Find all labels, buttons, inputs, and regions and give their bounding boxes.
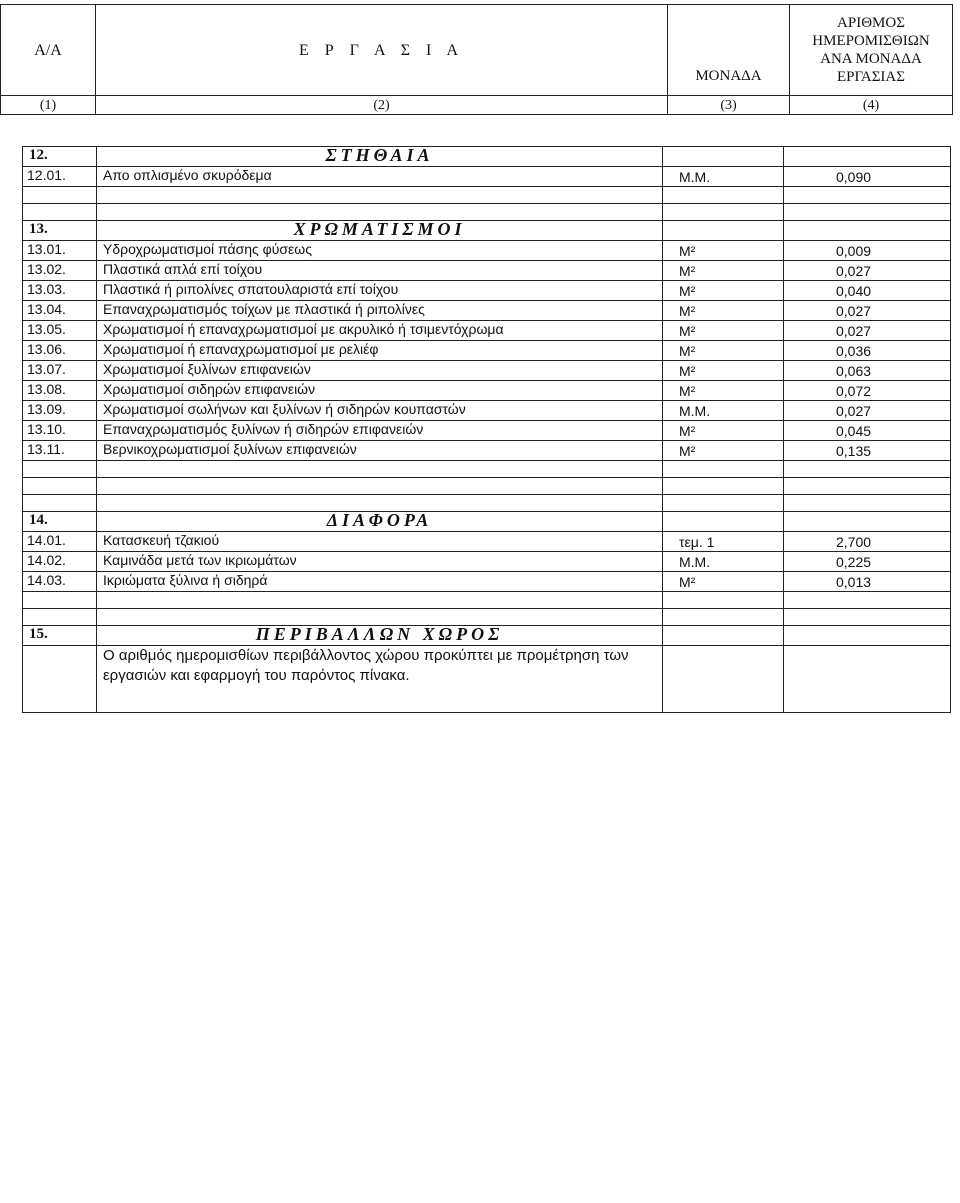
task-value: 0,040 — [784, 281, 951, 301]
task-value: 0,013 — [784, 572, 951, 592]
empty-cell — [23, 461, 97, 478]
empty-cell — [784, 609, 951, 626]
section-header-row — [23, 512, 951, 532]
task-row — [23, 361, 951, 381]
empty-cell — [663, 592, 784, 609]
empty-cell — [97, 478, 663, 495]
task-description: Απο οπλισμένο σκυρόδεμα — [97, 167, 663, 187]
task-value: 0,027 — [784, 321, 951, 341]
task-row — [23, 421, 951, 441]
task-unit: Μ.Μ. — [663, 552, 784, 572]
task-value: 0,135 — [784, 441, 951, 461]
task-row — [23, 341, 951, 361]
empty-cell — [784, 495, 951, 512]
section-title: ΧΡΩΜΑΤΙΣΜΟΙ — [97, 221, 663, 241]
empty-cell — [23, 495, 97, 512]
empty-cell — [97, 592, 663, 609]
empty-cell — [23, 592, 97, 609]
task-code: 14.02. — [23, 552, 97, 572]
section-unit-empty — [663, 147, 784, 167]
section-unit-empty — [663, 512, 784, 532]
empty-cell — [97, 204, 663, 221]
task-description: Χρωματισμοί ή επαναχρωματισμοί με ρελιέφ — [97, 341, 663, 361]
task-description: Καμινάδα μετά των ικριωμάτων — [97, 552, 663, 572]
section-value-empty — [784, 147, 951, 167]
task-value: 0,072 — [784, 381, 951, 401]
section-number: 14. — [23, 512, 97, 532]
task-code: 14.03. — [23, 572, 97, 592]
task-unit: Μ² — [663, 341, 784, 361]
empty-cell — [23, 187, 97, 204]
empty-cell — [663, 461, 784, 478]
task-unit: Μ² — [663, 321, 784, 341]
task-row — [23, 167, 951, 187]
task-code: 13.08. — [23, 381, 97, 401]
empty-row — [23, 609, 951, 626]
task-code: 13.01. — [23, 241, 97, 261]
empty-cell — [784, 592, 951, 609]
empty-cell — [97, 187, 663, 204]
empty-cell — [784, 478, 951, 495]
task-description: Χρωματισμοί ξυλίνων επιφανειών — [97, 361, 663, 381]
section-header-row — [23, 626, 951, 646]
task-value: 0,036 — [784, 341, 951, 361]
task-description: Επαναχρωματισμός ξυλίνων ή σιδηρών επιφανειών — [97, 421, 663, 441]
empty-cell — [23, 204, 97, 221]
task-code: 13.06. — [23, 341, 97, 361]
task-row — [23, 441, 951, 461]
empty-cell — [23, 609, 97, 626]
header-num-4: (4) — [790, 96, 953, 115]
note-unit-empty — [663, 646, 784, 713]
empty-cell — [97, 495, 663, 512]
task-code: 13.02. — [23, 261, 97, 281]
task-value: 0,027 — [784, 401, 951, 421]
header-table — [0, 4, 953, 115]
empty-cell — [97, 609, 663, 626]
task-row — [23, 532, 951, 552]
task-value: 0,027 — [784, 261, 951, 281]
task-value: 2,700 — [784, 532, 951, 552]
task-row — [23, 321, 951, 341]
section-unit-empty — [663, 221, 784, 241]
empty-row — [23, 204, 951, 221]
task-value: 0,045 — [784, 421, 951, 441]
task-code: 13.05. — [23, 321, 97, 341]
task-value: 0,090 — [784, 167, 951, 187]
task-code: 14.01. — [23, 532, 97, 552]
task-row — [23, 301, 951, 321]
empty-row — [23, 592, 951, 609]
task-row — [23, 572, 951, 592]
task-unit: Μ² — [663, 421, 784, 441]
task-row — [23, 281, 951, 301]
task-description: Ικριώματα ξύλινα ή σιδηρά — [97, 572, 663, 592]
task-code: 13.03. — [23, 281, 97, 301]
task-unit: τεμ. 1 — [663, 532, 784, 552]
task-unit: Μ² — [663, 572, 784, 592]
section-title: ΠΕΡΙΒΑΛΛΩΝ ΧΩΡΟΣ — [97, 626, 663, 646]
note-code-empty — [23, 646, 97, 713]
task-code: 13.11. — [23, 441, 97, 461]
note-value-empty — [784, 646, 951, 713]
empty-cell — [663, 204, 784, 221]
note-row — [23, 646, 951, 713]
empty-cell — [784, 204, 951, 221]
task-value: 0,009 — [784, 241, 951, 261]
header-num-2: (2) — [96, 96, 668, 115]
task-value: 0,027 — [784, 301, 951, 321]
empty-row — [23, 495, 951, 512]
task-description: Χρωματισμοί ή επαναχρωματισμοί με ακρυλικό ή τσιμεντόχρωμα — [97, 321, 663, 341]
section-value-empty — [784, 626, 951, 646]
section-number: 13. — [23, 221, 97, 241]
empty-cell — [784, 187, 951, 204]
task-unit: Μ² — [663, 241, 784, 261]
header-col-days: ΑΡΙΘΜΟΣ ΗΜΕΡΟΜΙΣΘΙΩΝ ΑΝΑ ΜΟΝΑΔΑ ΕΡΓΑΣΙΑΣ — [790, 5, 953, 96]
section-number: 12. — [23, 147, 97, 167]
task-row — [23, 552, 951, 572]
section-header-row — [23, 221, 951, 241]
task-description: Επαναχρωματισμός τοίχων με πλαστικά ή ριπολίνες — [97, 301, 663, 321]
empty-cell — [23, 478, 97, 495]
section-value-empty — [784, 512, 951, 532]
task-description: Χρωματισμοί σιδηρών επιφανειών — [97, 381, 663, 401]
tasks-table — [22, 146, 951, 713]
task-description: Χρωματισμοί σωλήνων και ξυλίνων ή σιδηρών κουπαστών — [97, 401, 663, 421]
header-num-3: (3) — [668, 96, 790, 115]
task-value: 0,225 — [784, 552, 951, 572]
task-description: Πλαστικά ή ριπολίνες σπατουλαριστά επί τοίχου — [97, 281, 663, 301]
task-description: Βερνικοχρωματισμοί ξυλίνων επιφανειών — [97, 441, 663, 461]
task-description: Πλαστικά απλά επί τοίχου — [97, 261, 663, 281]
empty-row — [23, 187, 951, 204]
task-unit: Μ² — [663, 381, 784, 401]
empty-cell — [663, 478, 784, 495]
task-code: 13.07. — [23, 361, 97, 381]
task-unit: Μ² — [663, 361, 784, 381]
section-value-empty — [784, 221, 951, 241]
task-unit: Μ² — [663, 301, 784, 321]
section-unit-empty — [663, 626, 784, 646]
task-unit: Μ² — [663, 281, 784, 301]
task-row — [23, 381, 951, 401]
task-value: 0,063 — [784, 361, 951, 381]
section-title: ΔΙΑΦΟΡΑ — [97, 512, 663, 532]
task-code: 13.10. — [23, 421, 97, 441]
tasks-table-body — [23, 147, 951, 713]
task-code: 13.04. — [23, 301, 97, 321]
section-number: 15. — [23, 626, 97, 646]
empty-cell — [663, 609, 784, 626]
empty-cell — [663, 187, 784, 204]
task-unit: Μ.Μ. — [663, 167, 784, 187]
task-row — [23, 241, 951, 261]
task-row — [23, 401, 951, 421]
empty-row — [23, 478, 951, 495]
header-num-1: (1) — [1, 96, 96, 115]
section-header-row — [23, 147, 951, 167]
header-col-unit: ΜΟΝΑΔΑ — [668, 5, 790, 96]
section-note: Ο αριθμός ημερομισθίων περιβάλλοντος χώρου προκύπτει με προμέτρηση των εργασιών και εφαρμογή του παρόντος πίνακα. — [97, 646, 663, 713]
task-code: 12.01. — [23, 167, 97, 187]
task-description: Κατασκευή τζακιού — [97, 532, 663, 552]
task-row — [23, 261, 951, 281]
header-col-aa: Α/Α — [1, 5, 96, 96]
empty-cell — [663, 495, 784, 512]
task-unit: Μ² — [663, 261, 784, 281]
empty-cell — [97, 461, 663, 478]
task-unit: Μ.Μ. — [663, 401, 784, 421]
task-unit: Μ² — [663, 441, 784, 461]
task-code: 13.09. — [23, 401, 97, 421]
header-col-task: Ε Ρ Γ Α Σ Ι Α — [96, 5, 668, 96]
section-title: ΣΤΗΘΑΙΑ — [97, 147, 663, 167]
empty-cell — [784, 461, 951, 478]
empty-row — [23, 461, 951, 478]
task-description: Υδροχρωματισμοί πάσης φύσεως — [97, 241, 663, 261]
